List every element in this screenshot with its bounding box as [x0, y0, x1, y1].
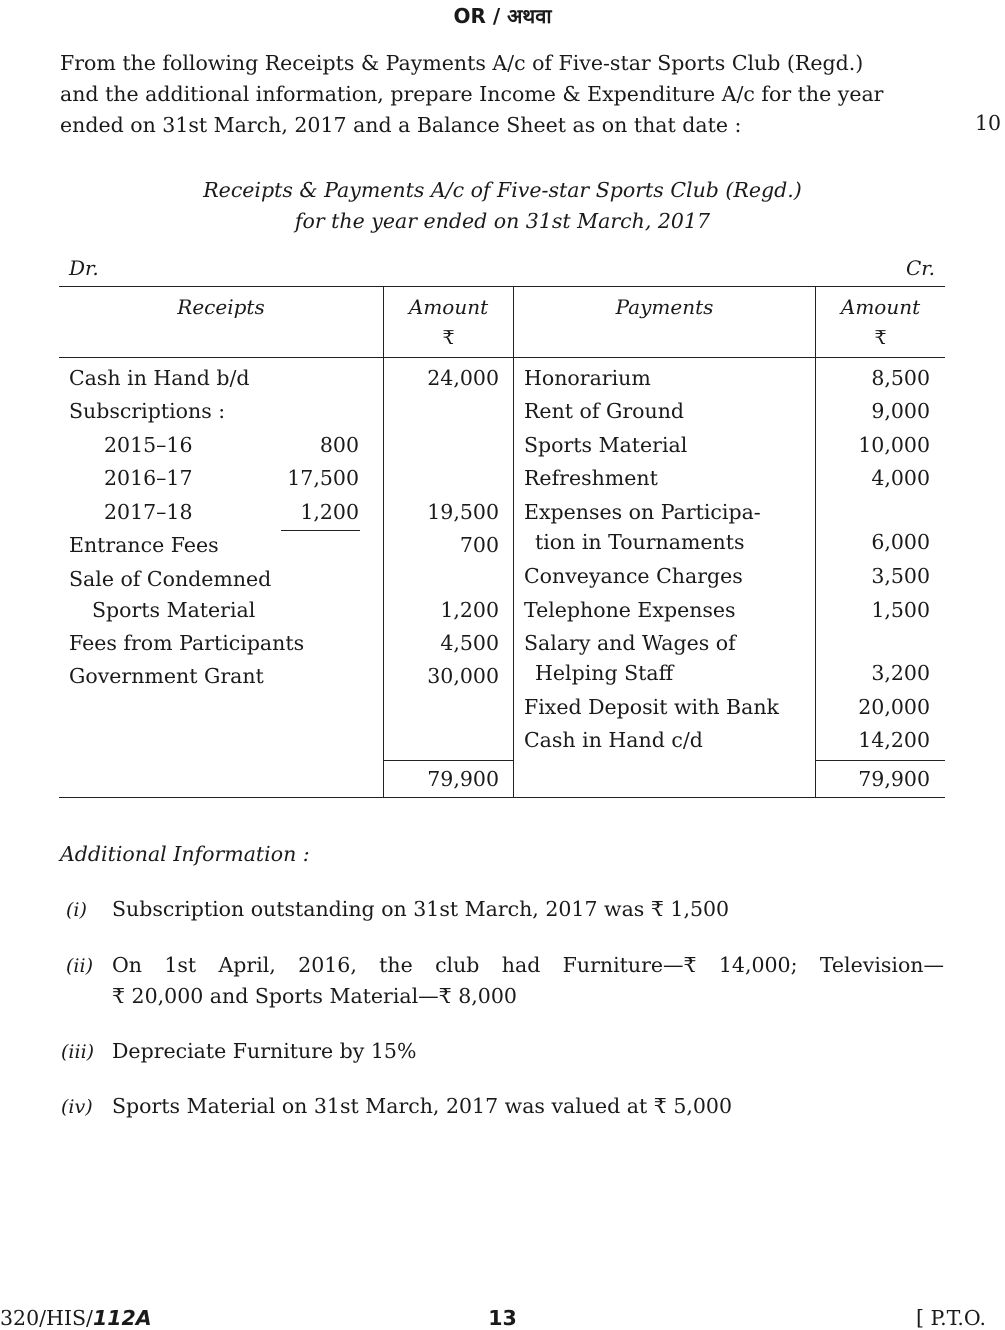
payment-amount: 20,000 [858, 695, 930, 719]
marks: 10 [975, 111, 1002, 135]
total-left: 79,900 [427, 767, 499, 791]
receipt-amount: 19,500 [427, 500, 499, 524]
receipt-amount: 24,000 [427, 366, 499, 390]
total-right-rule [815, 760, 945, 761]
additional-info-heading: Additional Information : [60, 842, 310, 866]
payment-amount: 4,000 [871, 466, 930, 490]
payment-label: tion in Tournaments [535, 530, 745, 554]
header-receipts: Receipts [177, 295, 265, 319]
header-rupee-left: ₹ [442, 327, 455, 349]
subscription-subtotal-rule [281, 530, 360, 531]
payment-amount: 14,200 [858, 728, 930, 752]
item-text: On 1st April, 2016, the club had Furniture—₹ 14,000; Television— [112, 953, 944, 977]
receipt-label: Sports Material [92, 598, 256, 622]
table-top-rule [59, 286, 945, 287]
item-number: (iii) [61, 1041, 95, 1063]
receipt-label: Subscriptions : [69, 399, 226, 423]
question-line-2: and the additional information, prepare Income & Expenditure A/c for the year [60, 82, 884, 106]
receipt-sub-amount: 17,500 [287, 466, 359, 490]
header-rupee-right: ₹ [874, 327, 887, 349]
header-payments: Payments [615, 295, 714, 319]
payment-label: Expenses on Participa- [524, 500, 761, 524]
dr-label: Dr. [69, 256, 99, 280]
column-divider-2 [513, 286, 514, 798]
account-title-line-1: Receipts & Payments A/c of Five-star Sports Club (Regd.) [203, 178, 802, 202]
table-header-rule [59, 357, 945, 358]
payment-label: Sports Material [524, 433, 688, 457]
receipt-amount: 700 [459, 533, 499, 557]
question-line-3: ended on 31st March, 2017 and a Balance Sheet as on that date : [60, 113, 742, 137]
pto-label: [ P.T.O. [916, 1306, 986, 1330]
payment-amount: 8,500 [871, 366, 930, 390]
payment-label: Conveyance Charges [524, 564, 743, 588]
or-heading: OR / अथवा [453, 4, 552, 28]
payment-label: Rent of Ground [524, 399, 685, 423]
item-text: ₹ 20,000 and Sports Material—₹ 8,000 [112, 984, 517, 1008]
payment-label: Helping Staff [535, 661, 674, 685]
table-bottom-rule [59, 797, 945, 798]
receipt-amount: 30,000 [427, 664, 499, 688]
payment-label: Cash in Hand c/d [524, 728, 703, 752]
paper-code-bold: 112A [92, 1306, 152, 1330]
payment-amount: 1,500 [871, 598, 930, 622]
item-text: Subscription outstanding on 31st March, 2017 was ₹ 1,500 [112, 897, 730, 921]
item-text: Depreciate Furniture by 15% [112, 1039, 417, 1063]
receipt-label: Government Grant [69, 664, 264, 688]
receipt-label: 2016–17 [104, 466, 193, 490]
receipt-label: Cash in Hand b/d [69, 366, 250, 390]
account-title-line-2: for the year ended on 31st March, 2017 [294, 209, 711, 233]
receipt-label: 2017–18 [104, 500, 193, 524]
cr-label: Cr. [906, 256, 936, 280]
item-number: (ii) [66, 955, 93, 977]
payment-label: Salary and Wages of [524, 631, 736, 655]
payment-amount: 10,000 [858, 433, 930, 457]
receipt-label: 2015–16 [104, 433, 193, 457]
receipt-label: Sale of Condemned [69, 567, 272, 591]
receipt-label: Entrance Fees [69, 533, 219, 557]
total-left-rule [384, 760, 513, 761]
paper-code-prefix: 320/HIS/ [0, 1306, 93, 1330]
payment-label: Honorarium [524, 366, 651, 390]
payment-amount: 3,200 [871, 661, 930, 685]
payment-amount: 3,500 [871, 564, 930, 588]
payment-amount: 9,000 [871, 399, 930, 423]
total-right: 79,900 [858, 767, 930, 791]
receipt-amount: 4,500 [440, 631, 499, 655]
receipt-amount: 1,200 [440, 598, 499, 622]
payment-label: Refreshment [524, 466, 658, 490]
header-amount-left: Amount [408, 295, 489, 319]
payment-label: Telephone Expenses [524, 598, 736, 622]
header-amount-right: Amount [840, 295, 921, 319]
item-text: Sports Material on 31st March, 2017 was valued at ₹ 5,000 [112, 1094, 733, 1118]
page-number: 13 [488, 1306, 517, 1330]
item-number: (i) [66, 899, 87, 921]
question-line-1: From the following Receipts & Payments A/c of Five-star Sports Club (Regd.) [60, 51, 864, 75]
payment-amount: 6,000 [871, 530, 930, 554]
receipt-sub-amount: 1,200 [300, 500, 359, 524]
receipt-sub-amount: 800 [319, 433, 359, 457]
payment-label: Fixed Deposit with Bank [524, 695, 779, 719]
receipt-label: Fees from Participants [69, 631, 305, 655]
item-number: (iv) [61, 1096, 93, 1118]
